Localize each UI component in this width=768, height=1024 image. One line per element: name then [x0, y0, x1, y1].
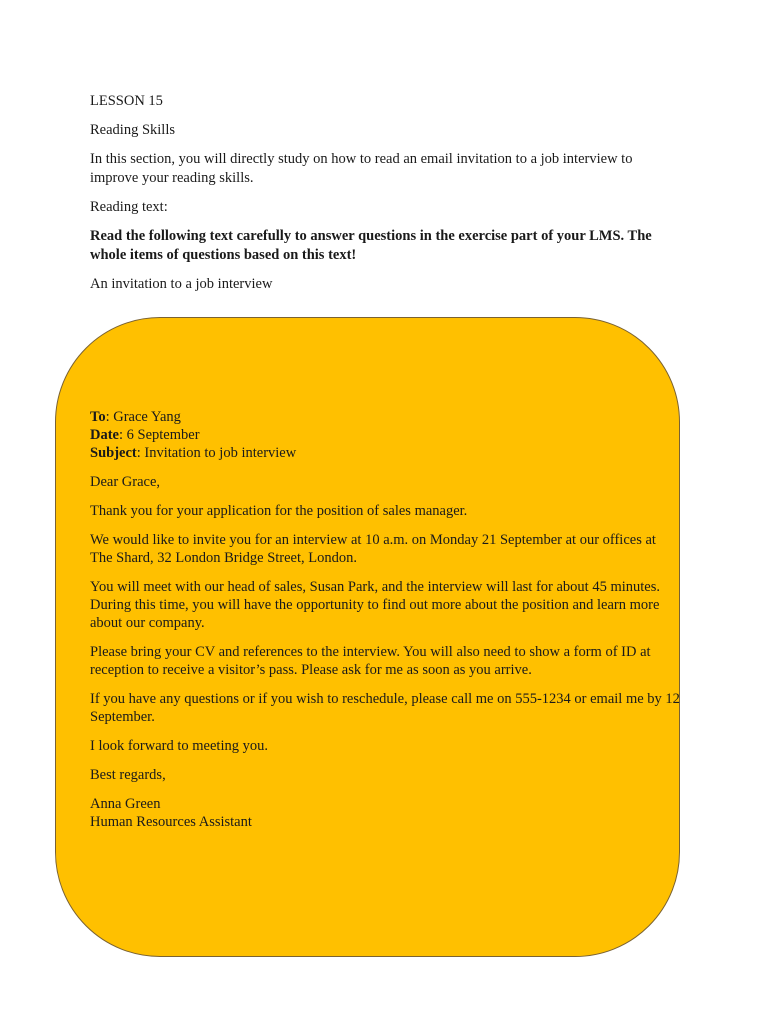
- letter-paragraph: Thank you for your application for the position of sales manager.: [90, 503, 468, 519]
- subject-value: : Invitation to job interview: [136, 445, 297, 461]
- subject-line: [90, 444, 680, 462]
- signature-title: Human Resources Assistant: [90, 814, 252, 830]
- greeting: Dear Grace,: [90, 474, 161, 490]
- date-key: Date: [90, 427, 119, 443]
- reading-instruction: Read the following text carefully to answer questions in the exercise part of your LMS. The whole items of questions based on this text!: [90, 228, 652, 263]
- signature: [90, 795, 680, 831]
- to-line: [90, 408, 680, 426]
- letter-paragraph: You will meet with our head of sales, Susan Park, and the interview will last for about 45 minutes. During this time, you will have the opportunity to find out more about the position and learn more about our company.: [90, 579, 660, 631]
- closing: Best regards,: [90, 767, 166, 783]
- letter-paragraph: We would like to invite you for an interview at 10 a.m. on Monday 21 September at our offices at The Shard, 32 London Bridge Street, London.: [90, 532, 656, 566]
- date-line: [90, 426, 680, 444]
- email-metadata: [90, 408, 680, 462]
- letter-paragraph: I look forward to meeting you.: [90, 738, 268, 754]
- letter-paragraph: Please bring your CV and references to the interview. You will also need to show a form of ID at reception to receive a visitor’s pass. Please ask for me as soon as you arrive.: [90, 644, 651, 678]
- lesson-header: [90, 92, 680, 304]
- email-letter: [90, 408, 680, 831]
- section-intro: In this section, you will directly study on how to read an email invitation to a job interview to improve your reading skills.: [90, 151, 633, 186]
- to-key: To: [90, 409, 106, 425]
- section-title: Reading Skills: [90, 122, 175, 138]
- text-subtitle: An invitation to a job interview: [90, 276, 273, 292]
- letter-paragraph: If you have any questions or if you wish to reschedule, please call me on 555-1234 or email me by 12 September.: [90, 691, 680, 725]
- subject-key: Subject: [90, 445, 137, 461]
- reading-text-label: Reading text:: [90, 199, 168, 215]
- signature-name: Anna Green: [90, 796, 161, 812]
- lesson-number: LESSON 15: [90, 93, 163, 109]
- date-value: : 6 September: [119, 427, 200, 443]
- to-value: : Grace Yang: [105, 409, 181, 425]
